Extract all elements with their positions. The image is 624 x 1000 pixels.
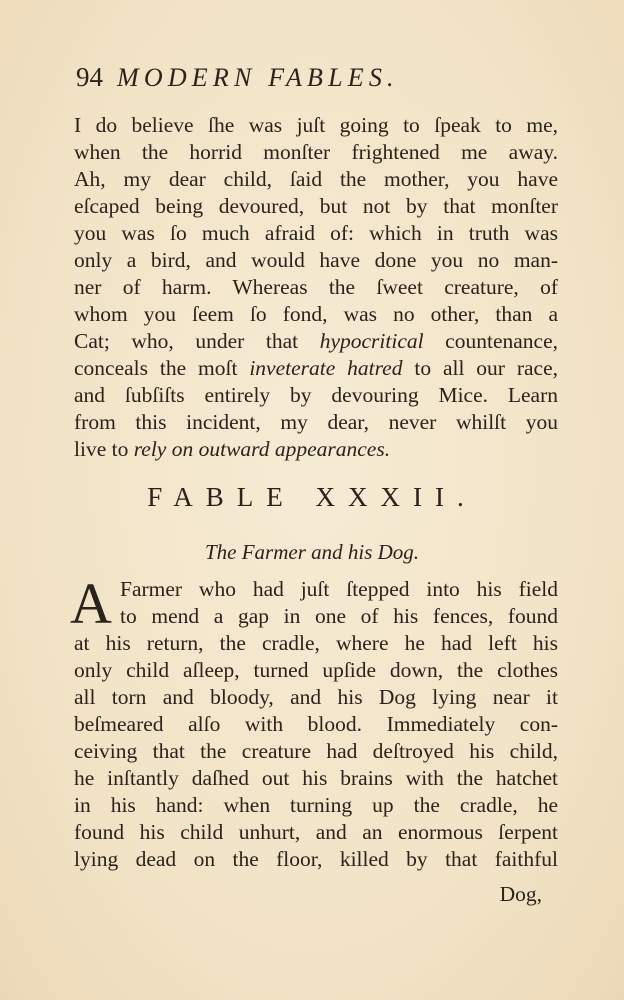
text-line: Ah, my dear child, ſaid the mother, you have (74, 167, 558, 191)
text-line: found his child unhurt, and an enormous ſerpent (74, 820, 558, 844)
text-line: Farmer who had juſt ſtepped into his field (120, 577, 558, 601)
text-line (74, 328, 558, 355)
text-line: only child aſleep, turned upſide down, the clothes (74, 658, 558, 682)
text-line (74, 436, 558, 463)
text-line: you was ſo much afraid of: which in truth was (74, 221, 558, 245)
text-segment: conceals the moſt (74, 356, 250, 380)
text-segment: countenance, (423, 329, 558, 353)
drop-cap: A (70, 571, 112, 636)
text-line: when the horrid monſter frightened me away. (74, 140, 558, 164)
text-line: in his hand: when turning up the cradle, he (74, 793, 558, 817)
text-line: he inſtantly daſhed out his brains with the hatchet (74, 766, 558, 790)
text-line: from this incident, my dear, never whilſt you (74, 410, 558, 434)
text-line: whom you ſeem ſo fond, was no other, than a (74, 302, 558, 326)
text-line: eſcaped being devoured, but not by that monſter (74, 194, 558, 218)
text-line (74, 355, 558, 382)
page-header (76, 62, 546, 102)
text-line: I do believe ſhe was juſt going to ſpeak to me, (74, 113, 558, 137)
text-segment: live to (74, 437, 134, 461)
text-segment: to all our race, (402, 356, 558, 380)
italic-phrase: rely on outward appearances. (133, 437, 391, 461)
text-segment: Cat; who, under that (74, 329, 320, 353)
text-line: lying dead on the floor, killed by that faithful (74, 847, 558, 871)
fable-subtitle: The Farmer and his Dog. (204, 540, 420, 564)
text-line: and ſubſiſts entirely by devouring Mice. Learn (74, 383, 558, 407)
italic-phrase: hypocritical (319, 329, 424, 353)
italic-phrase: inveterate hatred (249, 356, 403, 380)
text-line: ceiving that the creature had deſtroyed his child, (74, 739, 558, 763)
text-line: only a bird, and would have done you no man- (74, 248, 558, 272)
running-head: MODERN FABLES. (117, 63, 399, 92)
paragraph-mother-moral (74, 112, 558, 463)
text-line: beſmeared alſo with blood. Immediately con- (74, 712, 558, 736)
page-number: 94 (76, 62, 103, 92)
text-line: to mend a gap in one of his fences, found (120, 604, 558, 628)
fable-title: FABLE XXXII. (147, 482, 477, 512)
text-line: at his return, the cradle, where he had left his (74, 631, 558, 655)
text-line: all torn and bloody, and his Dog lying near it (74, 685, 558, 709)
paragraph-fable-text (74, 576, 558, 873)
text-line: ner of harm. Whereas the ſweet creature, of (74, 275, 558, 299)
catchword: Dog, (499, 882, 542, 906)
